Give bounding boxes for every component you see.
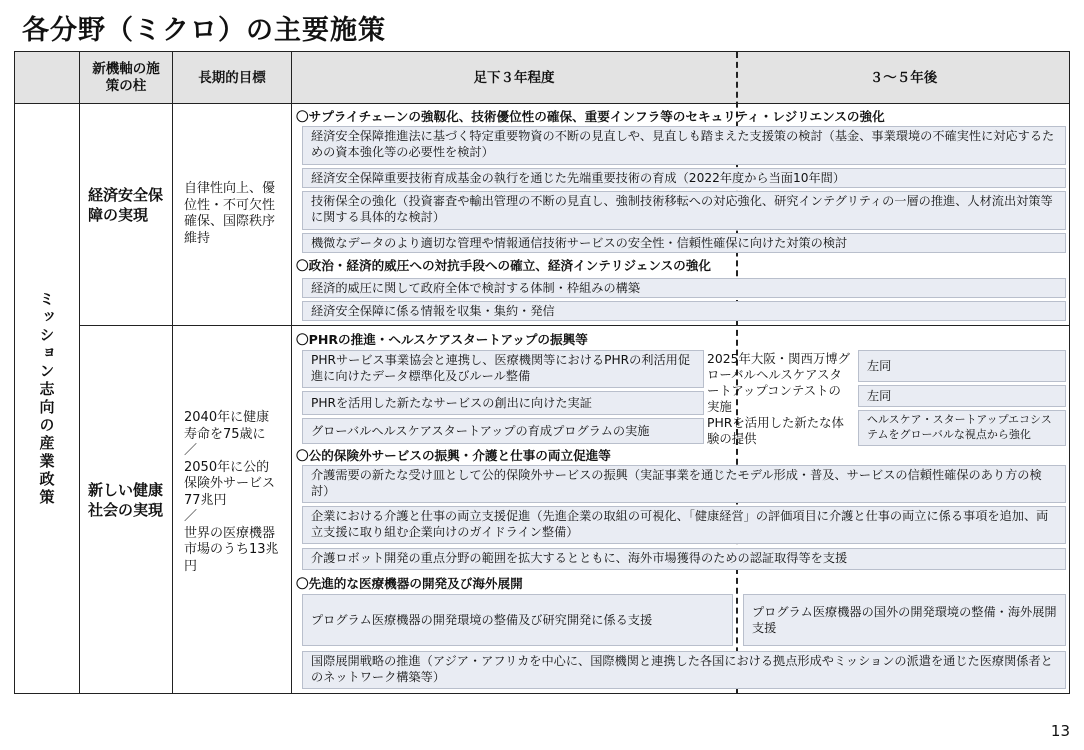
econ-item-5: 経済的威圧に関して政府全体で検討する体制・枠組みの構築 <box>302 278 1066 298</box>
health-item-4: 介護需要の新たな受け皿として公的保険外サービスの振興（実証事業を通じたモデル形成・普及、サービスの信頼性確保のあり方の検討） <box>302 465 1066 503</box>
mission-label-cell <box>15 104 79 693</box>
header-future: ３～５年後 <box>869 69 938 86</box>
health-item-5: 企業における介護と仕事の両立支援促進（先進企業の取組の可視化、「健康経営」の評価項目に介護と仕事の両立に係る事項を追加、両立支援に取り組む企業向けのガイドライン整備） <box>302 506 1066 544</box>
health-section-1: 〇PHRの推進・ヘルスケアスタートアップの振興等 <box>296 332 588 347</box>
health-expo-item: 2025年大阪・関西万博グローバルヘルスケアスタートアップコンテストの実施 PHRを活用した新たな体験の提供 <box>707 351 851 446</box>
header-pillar: 新機軸の施策の柱 <box>92 61 160 94</box>
health-future-3: ヘルスケア・スタートアップエコシステムをグローバルな視点から強化 <box>858 410 1066 446</box>
econ-section-2: 〇政治・経済的威圧への対抗手段への確立、経済インテリジェンスの強化 <box>296 258 711 273</box>
econ-goal: 自律性向上、優位性・不可欠性確保、国際秩序維持 <box>184 181 276 246</box>
row-divider <box>79 325 1069 326</box>
health-pillar: 新しい健康社会の実現 <box>88 481 164 519</box>
page-title: 各分野（ミクロ）の主要施策 <box>22 15 386 46</box>
health-item-3: グローバルヘルスケアスタートアップの育成プログラムの実施 <box>302 418 704 444</box>
econ-section-1: 〇サプライチェーンの強靱化、技術優位性の確保、重要インフラ等のセキュリティ・レジリエンスの強化 <box>296 109 885 124</box>
health-future-2: 左同 <box>858 385 1066 407</box>
health-item-8: 国際展開戦略の推進（アジア・アフリカを中心に、国際機関と連携した各国における拠点形成やミッションの派遣を通じた医療関係者とのネットワーク構築等） <box>302 651 1066 689</box>
health-section-3: 〇先進的な医療機器の開発及び海外展開 <box>296 576 523 591</box>
health-item-1: PHRサービス事業協会と連携し、医療機関等におけるPHRの利活用促進に向けたデータ標準化及びルール整備 <box>302 350 704 388</box>
econ-item-6: 経済安全保障に係る情報を収集・集約・発信 <box>302 301 1066 321</box>
econ-item-2: 経済安全保障重要技術育成基金の執行を通じた先端重要技術の育成（2022年度から当面10年間） <box>302 168 1066 188</box>
column-divider <box>79 52 80 693</box>
econ-item-4: 機微なデータのより適切な管理や情報通信技術サービスの安全性・信頼性確保に向けた対策の検討 <box>302 233 1066 253</box>
header-near-term: 足下３年程度 <box>473 69 555 86</box>
econ-pillar: 経済安全保障の実現 <box>88 186 164 224</box>
health-future-1: 左同 <box>858 350 1066 382</box>
health-item-7-future: プログラム医療機器の国外の開発環境の整備・海外展開支援 <box>743 594 1066 646</box>
column-divider <box>291 52 292 693</box>
health-item-2: PHRを活用した新たなサービスの創出に向けた実証 <box>302 391 704 415</box>
page-number: 13 <box>1050 722 1070 740</box>
econ-item-1: 経済安全保障推進法に基づく特定重要物資の不断の見直しや、見直しも踏まえた支援策の検討（基金、事業環境の不確実性に対応するための資本強化等の必要性を検討） <box>302 126 1066 165</box>
health-item-6: 介護ロボット開発の重点分野の範囲を拡大するとともに、海外市場獲得のための認証取得等を支援 <box>302 548 1066 570</box>
header-longterm: 長期的目標 <box>198 69 266 86</box>
health-item-7: プログラム医療機器の開発環境の整備及び研究開発に係る支援 <box>302 594 733 646</box>
health-section-2: 〇公的保険外サービスの振興・介護と仕事の両立促進等 <box>296 448 611 463</box>
health-goal: 2040年に健康寿命を75歳に ／ 2050年に公的保険外サービス77兆円 ／ 世界の医療機器市場のうち13兆円 <box>184 410 279 574</box>
econ-item-3: 技術保全の強化（投資審査や輸出管理の不断の見直し、強制技術移転への対応強化、研究インテグリティの一層の推進、人材流出対策等に関する具体的な検討） <box>302 191 1066 230</box>
mission-label: ミッション志向の産業政策 <box>37 290 56 507</box>
column-divider <box>172 52 173 693</box>
